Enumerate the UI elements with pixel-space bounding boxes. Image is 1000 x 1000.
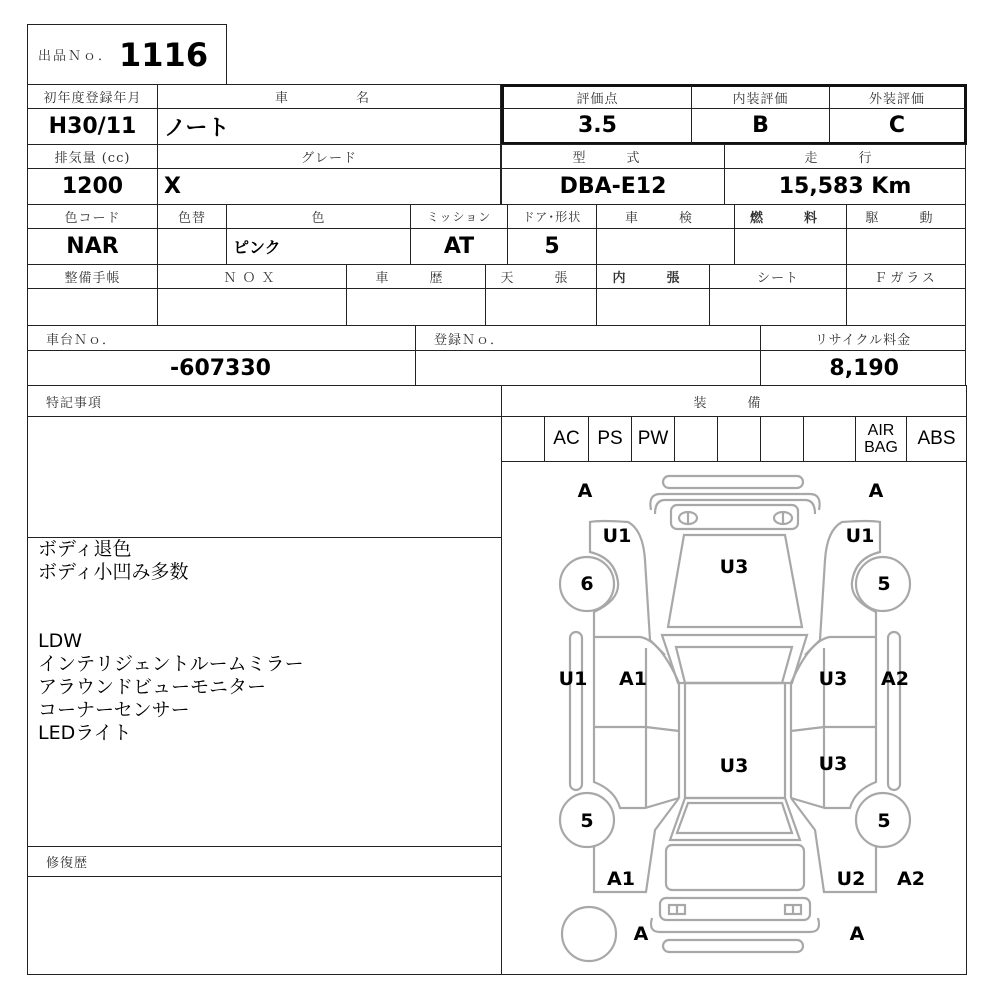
hood-icon <box>668 535 802 627</box>
color-code-value: NAR <box>27 228 158 265</box>
mark-tire-front-left: 6 <box>580 573 594 595</box>
remark-line: LEDライト <box>38 722 132 744</box>
displacement-label: 排気量 (cc) <box>27 144 158 169</box>
model-value: DBA-E12 <box>501 168 725 205</box>
lot-number-label: 出品Ｎｏ． <box>38 49 114 64</box>
mark-tire-front-right: 5 <box>877 573 891 595</box>
mark-right-quarter: U2 <box>836 868 866 890</box>
car-name-label: 車 名 <box>157 84 501 109</box>
color-change-label: 色替 <box>157 204 227 229</box>
remarks-label: 特記事項 <box>27 385 502 417</box>
remark-line: LDW <box>38 630 83 652</box>
equipment-airbag: AIR BAG <box>855 416 907 462</box>
color-value: ピンク <box>226 228 411 265</box>
fuel-label: 燃 料 <box>734 204 847 229</box>
trunk-icon <box>666 845 804 890</box>
front-bumper-icon <box>663 476 803 488</box>
rear-bumper-icon <box>660 898 810 920</box>
exterior-score-label: 外装評価 <box>829 84 967 109</box>
remark-line: ボディ小凹み多数 <box>38 561 189 583</box>
mark-left-sill: U1 <box>558 668 588 690</box>
score-label: 評価点 <box>501 84 692 109</box>
recycle-value: 8,190 <box>760 350 966 386</box>
drive-label: 駆 動 <box>846 204 966 229</box>
mark-right-rear-corner: A2 <box>897 868 925 890</box>
doors-label: ドア･形状 <box>507 204 597 229</box>
model-label: 型 式 <box>501 144 725 169</box>
transmission-label: ミッション <box>410 204 508 229</box>
mark-hood: U3 <box>719 556 749 578</box>
interior-trim-label: 内 張 <box>596 264 710 289</box>
chassis-value: -607330 <box>27 350 416 386</box>
mark-right-sill: A2 <box>881 668 909 690</box>
color-code-label: 色コード <box>27 204 158 229</box>
mileage-value: 15,583 Km <box>724 168 966 205</box>
equipment-ac: AC <box>544 416 589 462</box>
remark-line: インテリジェントルームミラー <box>38 653 304 675</box>
mark-front-left-corner: A <box>577 480 593 502</box>
car-name-value: ノート <box>157 108 501 145</box>
exterior-score-value: C <box>829 108 967 145</box>
color-label: 色 <box>226 204 411 229</box>
first-reg-label: 初年度登録年月 <box>27 84 158 109</box>
mark-front-left-fender: U1 <box>602 525 632 547</box>
remark-line: コーナーセンサー <box>38 699 190 721</box>
mark-rear-right-corner: A <box>849 923 865 945</box>
mark-left-front-door: A1 <box>619 668 647 690</box>
mileage-label: 走 行 <box>724 144 966 169</box>
nox-label: ＮＯＸ <box>157 264 347 289</box>
repair-label: 修復歴 <box>27 846 502 877</box>
mark-tire-rear-right: 5 <box>877 810 891 832</box>
interior-score-value: B <box>691 108 830 145</box>
right-sill-icon <box>888 632 900 790</box>
mark-left-quarter: A1 <box>607 868 635 890</box>
equipment-abs: ABS <box>906 416 967 462</box>
first-reg-value: H30/11 <box>27 108 158 145</box>
lot-number: 1116 <box>119 35 209 74</box>
inspection-label: 車 検 <box>596 204 735 229</box>
history-label: 車 歴 <box>346 264 486 289</box>
grille-icon <box>671 505 798 529</box>
mark-tire-rear-left: 5 <box>580 810 594 832</box>
displacement-value: 1200 <box>27 168 158 205</box>
spare-tire-icon <box>562 907 616 961</box>
chassis-label: 車台Ｎｏ． <box>27 325 416 351</box>
grade-label: グレード <box>157 144 501 169</box>
roof-icon <box>685 683 785 798</box>
equipment-ps: PS <box>588 416 632 462</box>
mark-right-rear-door: U3 <box>818 753 848 775</box>
fglass-label: Ｆガラス <box>846 264 966 289</box>
score-value: 3.5 <box>501 108 692 145</box>
mark-front-right-corner: A <box>868 480 884 502</box>
recycle-label: リサイクル料金 <box>760 325 966 351</box>
mark-right-front-door: U3 <box>818 668 848 690</box>
equipment-pw: PW <box>631 416 675 462</box>
maintenance-label: 整備手帳 <box>27 264 158 289</box>
seat-label: シート <box>709 264 847 289</box>
interior-score-label: 内装評価 <box>691 84 830 109</box>
transmission-value: AT <box>410 228 508 265</box>
mark-rear-left-corner: A <box>633 923 649 945</box>
registration-label: 登録Ｎｏ． <box>415 325 761 351</box>
mark-roof: U3 <box>719 755 749 777</box>
equipment-label: 装 備 <box>501 385 967 417</box>
left-sill-icon <box>570 632 582 790</box>
doors-value: 5 <box>507 228 597 265</box>
headliner-label: 天 張 <box>485 264 597 289</box>
remark-line: アラウンドビューモニター <box>38 676 267 698</box>
grade-value: X <box>157 168 501 205</box>
remark-line: ボディ退色 <box>38 538 132 560</box>
mark-front-right-fender: U1 <box>845 525 875 547</box>
